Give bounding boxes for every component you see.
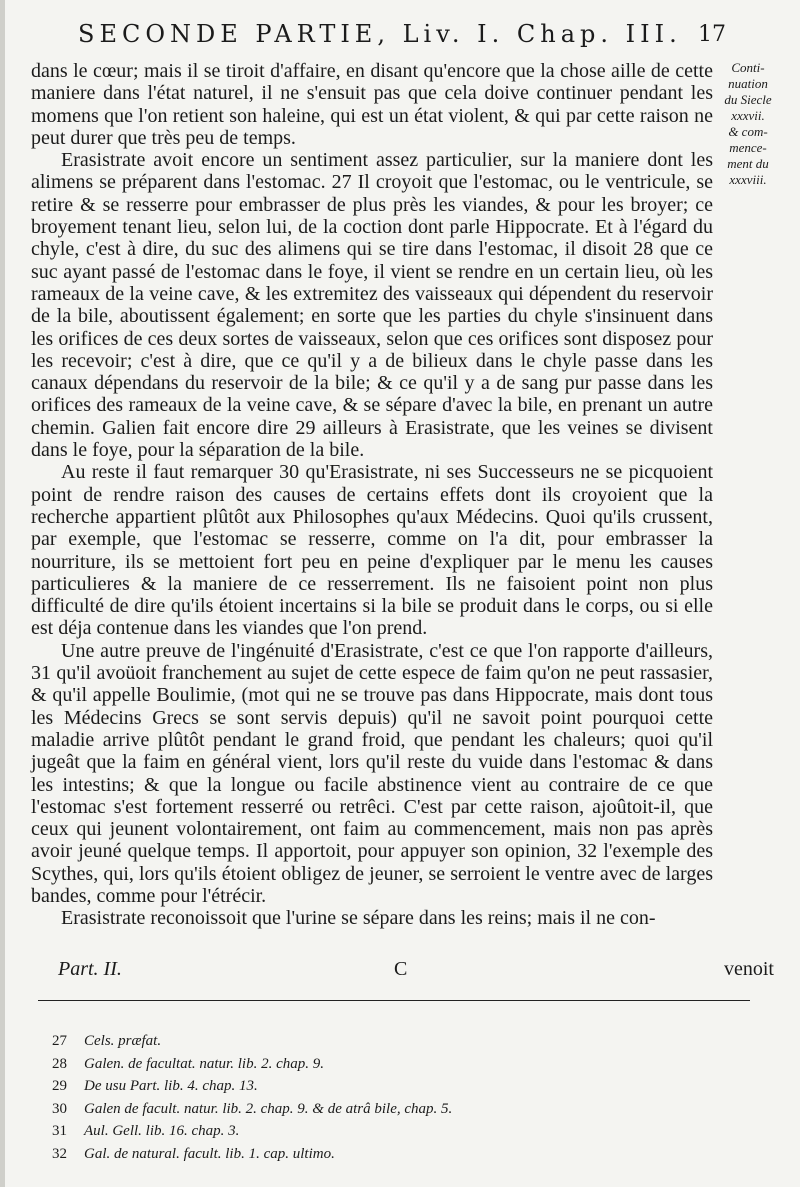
- footnotes: [52, 1030, 672, 1165]
- footnote-number: 30: [52, 1100, 67, 1117]
- page-edge-shadow: [0, 0, 5, 1187]
- footnote-number: 31: [52, 1123, 67, 1139]
- footnote: [52, 1098, 672, 1121]
- catchword: venoit: [724, 958, 774, 980]
- footnote-text: Cels. præfat.: [84, 1033, 162, 1049]
- footnote: [52, 1120, 672, 1143]
- margin-note-text: Conti- nuation du Siecle xxxvii. & com- mence- ment du xxxviii.: [724, 60, 772, 187]
- footnote-text: Galen de facult. natur. lib. 2. chap. 9. & de atrâ bile, chap. 5.: [84, 1100, 453, 1117]
- signature-line: [58, 958, 774, 982]
- running-header: [78, 20, 726, 56]
- footnote: [52, 1053, 672, 1076]
- footnote-text: Gal. de natural. facult. lib. 1. cap. ultimo.: [84, 1145, 335, 1162]
- margin-note: [706, 60, 790, 188]
- footnote-text: Aul. Gell. lib. 16. chap. 3.: [84, 1123, 240, 1139]
- footnote-number: 32: [52, 1145, 67, 1162]
- page-number: 17: [698, 22, 726, 47]
- paragraph: Une autre preuve de l'ingénuité d'Erasistrate, c'est ce que l'on rapporte d'ailleurs, 31 qu'il avoüoit franchement au sujet de cette espece de faim qu'on ne peut rassasier, & qu'il appelle Boulimie, (mot qui ne se trouve pas dans Hippocrate, mais dont tous les Médecins Grecs se sont servis depuis) qu'il ne savoit point pourquoi cette maladie arrive plûtôt pendant le grand froid, que pendant les chaleurs; quoi qu'il jugeât que la faim en général vient, lors qu'il reste du vuide dans l'estomac & dans les intestins; & que la longue ou facile abstinence vient au contraire de ce que l'estomac s'est fortement resserré ou retrêci. C'est par cette raison, ajoûtoit-il, que ceux qui jeunent volontairement, ont faim au commencement, mais non pas après avoir jeuné quelque temps. Il apportoit, pour appuyer son opinion, 32 l'exemple des Scythes, qui, lors qu'ils étoient obligez de jeuner, se serroient le ventre avec de larges bandes, comme pour l'étrécir.: [31, 639, 713, 907]
- signature-mark: C: [394, 958, 408, 980]
- footnote: [52, 1075, 672, 1098]
- part-label: Part. II.: [58, 958, 122, 980]
- paragraph: Erasistrate reconoissoit que l'urine se sépare dans les reins; mais il ne con-: [61, 907, 656, 930]
- paragraph: Au reste il faut remarquer 30 qu'Erasistrate, ni ses Successeurs ne se picquoient point de rendre raison des causes de certains effets dont ils croyoient que la recherche appartient plûtôt aux Philosophes qu'aux Médecins. Quoi qu'ils crussent, par exemple, que l'estomac se resserre, comme on l'a dit, pour embrasser la nourriture, ils se mettoient fort peu en peine d'expliquer par le menu les causes particulieres & la maniere de ce resserrement. Ils ne faisoient point non plus difficulté de dire qu'ils étoient incertains si la bile se produit dans le corps, ou si elle est déja contenue dans les viandes que l'on prend.: [31, 461, 713, 640]
- paragraph: Erasistrate avoit encore un sentiment assez particulier, sur la maniere dont les alimens se préparent dans l'estomac. 27 Il croyoit que l'estomac, ou le ventricule, se retire & se resserre pour embrasser de plus près les viandes, & pour les broyer; ce broyement tenant lieu, selon lui, de la coction dont parle Hippocrate. Et à l'égard du chyle, c'est à dire, du suc des alimens qui se tire dans l'estomac, il disoit 28 que ce suc ayant passé de l'estomac dans le foye, il vient se rendre en un certain lieu, où les rameaux de la veine cave, & les extremitez des vaisseaux qui dépendent du reservoir de la bile, aboutissent également; en sorte que les parties du chyle s'insinuent dans les orifices de ces deux sortes de vaisseaux, selon que ces orifices sont disposez pour les recevoir; c'est à dire, que ce qu'il y a de bilieux dans le chyle passe dans les canaux dépendans du reservoir de la bile; & ce qu'il y a de sang pur passe dans les orifices des rameaux de la veine cave, & se sépare d'avec la bile, en prenant un autre chemin. Galien fait encore dire 29 ailleurs à Erasistrate, que les veines se divisent dans le foye, pour la séparation de la bile.: [31, 149, 713, 462]
- footnote-number: 28: [52, 1055, 67, 1072]
- running-title: SECONDE PARTIE, Liv. I. Chap. III.: [78, 20, 682, 48]
- footnote-number: 27: [52, 1033, 67, 1049]
- paragraph: dans le cœur; mais il se tiroit d'affaire, en disant qu'encore que la chose aille de cette maniere dans l'état naturel, il ne s'ensuit pas que cela doive continuer pendant les momens que l'on retient son haleine, qui est un état violent, & qui par cette raison ne peut durer que très peu de temps.: [31, 60, 713, 149]
- footnote-text: De usu Part. lib. 4. chap. 13.: [84, 1078, 258, 1094]
- footnote-number: 29: [52, 1078, 67, 1094]
- main-text: [31, 60, 713, 930]
- footnote-text: Galen. de facultat. natur. lib. 2. chap. 9.: [84, 1055, 324, 1072]
- footnote: [52, 1030, 672, 1053]
- footnote: [52, 1143, 672, 1166]
- footnote-rule: [38, 1000, 750, 1001]
